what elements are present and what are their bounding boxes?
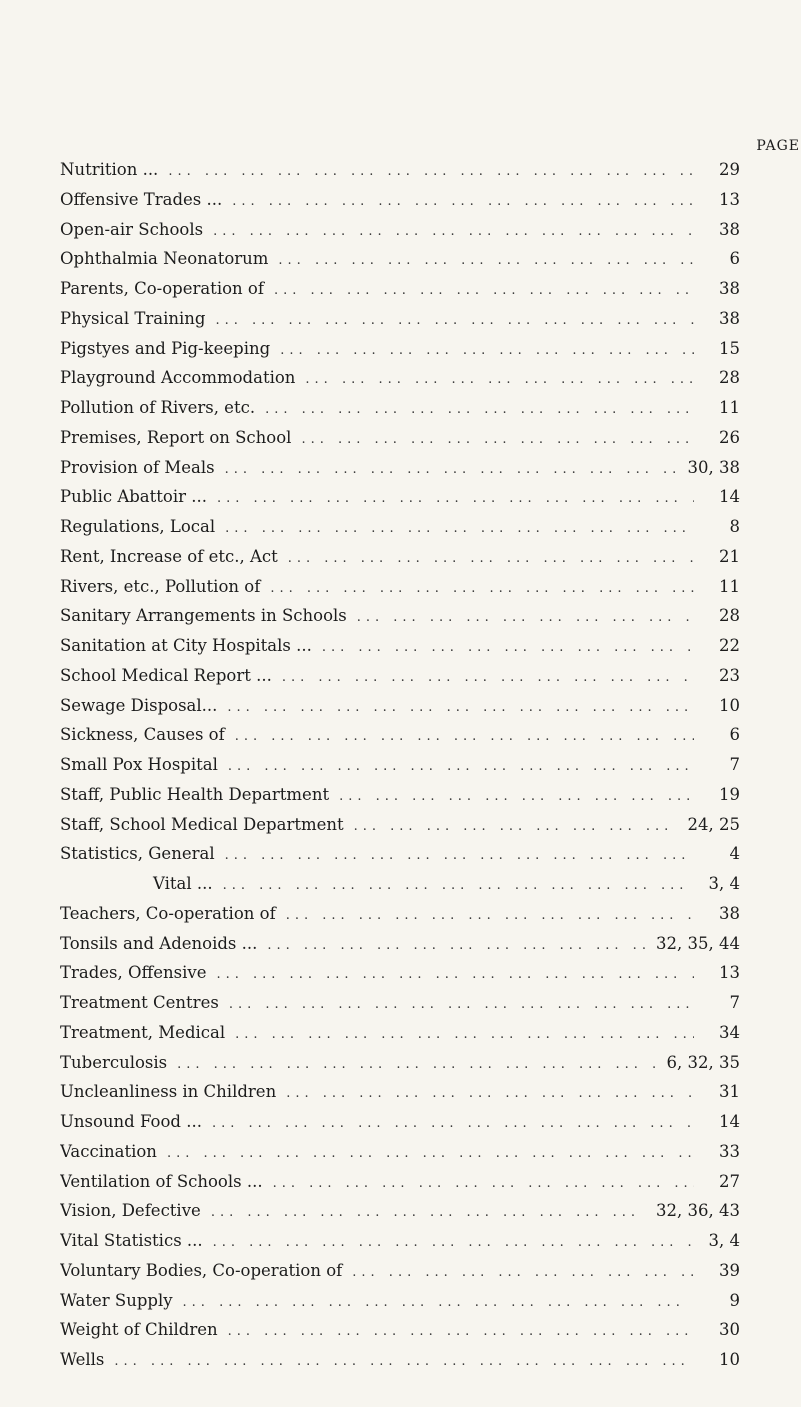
index-term: Playground Accommodation <box>60 368 296 388</box>
index-term: Unsound Food ... <box>60 1112 202 1131</box>
page-numbers: 6 <box>729 725 740 745</box>
page-numbers: 14 <box>719 487 740 507</box>
index-entry <box>60 666 740 696</box>
index-term: Ophthalmia Neonatorum <box>60 249 269 269</box>
page-numbers: 10 <box>719 1350 740 1369</box>
index-entry <box>60 220 740 250</box>
index-term: Vaccination <box>60 1141 157 1161</box>
index-entry <box>60 1023 740 1053</box>
index-term: Treatment Centres <box>60 993 219 1012</box>
page-numbers: 39 <box>719 1260 740 1280</box>
index-term: Parents, Co-operation of <box>60 279 264 298</box>
index-entry <box>60 1082 740 1112</box>
leader-dots <box>270 581 694 596</box>
leader-dots <box>301 432 694 447</box>
index-term: Weight of Children <box>60 1320 218 1340</box>
page-numbers: 38 <box>719 308 740 328</box>
leader-dots <box>225 462 682 477</box>
page-numbers: 15 <box>719 338 740 358</box>
index-term: Sanitary Arrangements in Schools <box>60 606 347 626</box>
index-term: Wells <box>60 1350 105 1369</box>
page-numbers: 13 <box>719 189 740 209</box>
page-numbers: 13 <box>719 963 740 983</box>
index-term: Teachers, Co-operation of <box>60 903 276 923</box>
index-entry <box>60 874 740 904</box>
index-entry <box>60 577 740 607</box>
page-numbers: 33 <box>719 1141 740 1161</box>
leader-dots <box>274 283 694 298</box>
index-term: Voluntary Bodies, Co-operation of <box>60 1260 343 1280</box>
page-numbers: 19 <box>719 784 740 804</box>
leader-dots <box>229 997 694 1012</box>
page-numbers: 27 <box>719 1171 740 1191</box>
page-numbers: 24, 25 <box>687 814 740 834</box>
page-numbers: 38 <box>719 219 740 239</box>
page-numbers: 7 <box>729 755 740 774</box>
leader-dots <box>235 729 694 744</box>
page-numbers: 6, 32, 35 <box>666 1052 740 1072</box>
index-term: Small Pox Hospital <box>60 755 218 774</box>
index-entry <box>60 339 740 369</box>
index-term: Vital ... <box>153 874 213 893</box>
index-term: Statistics, General <box>60 844 215 864</box>
index-entry <box>60 249 740 279</box>
index-term: Water Supply <box>60 1290 173 1310</box>
leader-dots <box>114 1354 694 1369</box>
leader-dots <box>225 848 694 863</box>
page-numbers: 3, 4 <box>708 874 740 893</box>
index-entry <box>60 160 740 190</box>
index-term: Uncleanliness in Children <box>60 1082 277 1102</box>
index-term: Vision, Defective <box>60 1201 201 1221</box>
index-entry <box>60 368 740 398</box>
leader-dots <box>267 938 650 953</box>
page-numbers: 28 <box>719 606 740 626</box>
index-term: Staff, Public Health Department <box>60 784 330 804</box>
index-entry <box>60 963 740 993</box>
leader-dots <box>227 700 694 715</box>
leader-dots <box>183 1295 694 1310</box>
page-numbers: 23 <box>719 665 740 685</box>
index-term: Vital Statistics ... <box>60 1231 203 1250</box>
index-entry <box>60 1350 740 1380</box>
page-numbers: 34 <box>719 1022 740 1042</box>
page-numbers: 38 <box>719 903 740 923</box>
index-entry <box>60 606 740 636</box>
page-numbers: 9 <box>729 1290 740 1310</box>
page-numbers: 14 <box>719 1112 740 1131</box>
leader-dots <box>265 402 694 417</box>
page-numbers: 22 <box>719 636 740 655</box>
page-numbers: 30 <box>719 1320 740 1340</box>
index-entry <box>60 1291 740 1321</box>
leader-dots <box>305 372 694 387</box>
index-term: Trades, Offensive <box>60 963 207 983</box>
page-numbers: 7 <box>729 993 740 1012</box>
index-term: Sanitation at City Hospitals ... <box>60 636 312 655</box>
index-entry <box>60 725 740 755</box>
page-numbers: 32, 35, 44 <box>656 933 740 953</box>
leader-dots <box>339 789 694 804</box>
leader-dots <box>223 878 694 893</box>
index-term: Ventilation of Schools ... <box>60 1171 263 1191</box>
index-entry <box>60 844 740 874</box>
leader-dots <box>213 224 694 239</box>
index-term: Staff, School Medical Department <box>60 814 344 834</box>
index-entry <box>60 1172 740 1202</box>
index-term: Treatment, Medical <box>60 1022 226 1042</box>
index-entry <box>60 1142 740 1172</box>
index-entry <box>60 1320 740 1350</box>
index-entry <box>60 696 740 726</box>
page-numbers: 11 <box>719 576 740 596</box>
page-numbers: 3, 4 <box>708 1231 740 1250</box>
page-numbers: 30, 38 <box>687 457 740 477</box>
index-term: Sickness, Causes of <box>60 725 225 745</box>
index-entry <box>60 785 740 815</box>
leader-dots <box>286 908 694 923</box>
leader-dots <box>168 164 694 179</box>
leader-dots <box>322 640 694 655</box>
leader-dots <box>352 1265 694 1280</box>
index-term: Nutrition ... <box>60 160 159 179</box>
leader-dots <box>357 610 694 625</box>
leader-dots <box>286 1086 694 1101</box>
leader-dots <box>228 1324 694 1339</box>
index-term: Premises, Report on School <box>60 427 292 447</box>
leader-dots <box>217 967 695 982</box>
page-column-heading: PAGE <box>756 138 800 154</box>
leader-dots <box>213 1235 694 1250</box>
leader-dots <box>282 670 694 685</box>
index-entry <box>60 636 740 666</box>
page-numbers: 29 <box>719 160 740 179</box>
index-term: Open-air Schools <box>60 219 204 239</box>
leader-dots <box>278 253 694 268</box>
page-numbers: 11 <box>719 398 740 417</box>
index-entry <box>60 815 740 845</box>
index-term: Rent, Increase of etc., Act <box>60 546 278 566</box>
page-numbers: 31 <box>719 1082 740 1102</box>
leader-dots <box>225 521 694 536</box>
index-entry <box>60 428 740 458</box>
leader-dots <box>177 1057 660 1072</box>
index-entry <box>60 309 740 339</box>
index-term: Provision of Meals <box>60 457 215 477</box>
index-entry <box>60 1053 740 1083</box>
leader-dots <box>273 1176 694 1191</box>
index-term: Sewage Disposal... <box>60 695 218 715</box>
index-term: Tonsils and Adenoids ... <box>60 933 258 953</box>
index-term: Physical Training <box>60 308 206 328</box>
index-entry <box>60 190 740 220</box>
index-term: Public Abattoir ... <box>60 487 207 507</box>
index-term: Tuberculosis <box>60 1052 168 1072</box>
index-entry <box>60 934 740 964</box>
index-entry <box>60 279 740 309</box>
index-term: School Medical Report ... <box>60 665 272 685</box>
leader-dots <box>288 551 694 566</box>
page-numbers: 28 <box>719 368 740 388</box>
index-entry <box>60 993 740 1023</box>
index-term: Offensive Trades ... <box>60 189 223 209</box>
leader-dots <box>212 1116 694 1131</box>
page-numbers: 4 <box>729 844 740 864</box>
index-entry <box>60 1201 740 1231</box>
index-entry <box>60 1231 740 1261</box>
index-entry <box>60 517 740 547</box>
leader-dots <box>211 1205 650 1220</box>
index-term: Rivers, etc., Pollution of <box>60 576 261 596</box>
index-entry <box>60 904 740 934</box>
index-entry <box>60 398 740 428</box>
page-numbers: 38 <box>719 279 740 298</box>
leader-dots <box>235 1027 694 1042</box>
leader-dots <box>217 491 694 506</box>
index-term: Pollution of Rivers, etc. <box>60 398 256 417</box>
page-numbers: 10 <box>719 695 740 715</box>
page-numbers: 21 <box>719 546 740 566</box>
page-numbers: 6 <box>729 249 740 269</box>
leader-dots <box>228 759 694 774</box>
index-entry <box>60 1112 740 1142</box>
index-entry <box>60 458 740 488</box>
leader-dots <box>232 194 694 209</box>
index-entry <box>60 755 740 785</box>
leader-dots <box>354 819 682 834</box>
leader-dots <box>167 1146 694 1161</box>
leader-dots <box>280 343 694 358</box>
page-numbers: 8 <box>729 517 740 536</box>
index-entry <box>60 1261 740 1291</box>
index-entry <box>60 547 740 577</box>
page-numbers: 32, 36, 43 <box>656 1201 740 1221</box>
index-term: Pigstyes and Pig-keeping <box>60 338 271 358</box>
page-numbers: 26 <box>719 427 740 447</box>
index-term: Regulations, Local <box>60 517 216 536</box>
leader-dots <box>216 313 695 328</box>
index-list <box>60 160 740 1380</box>
index-entry <box>60 487 740 517</box>
